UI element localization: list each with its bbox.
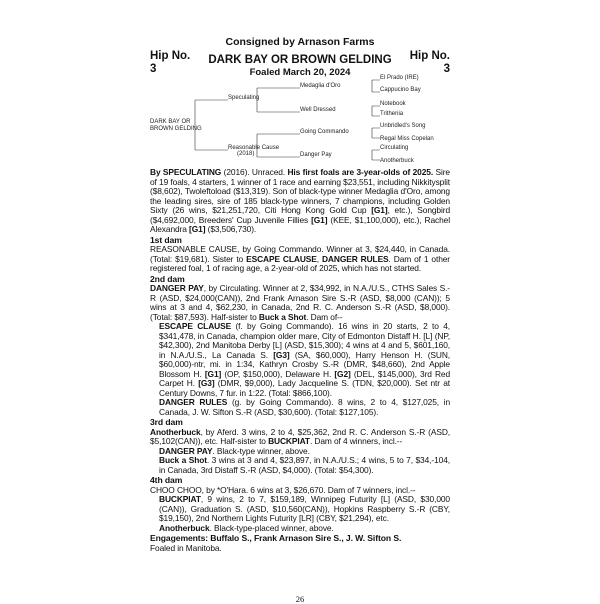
- horse-name: DANGER RULES: [159, 397, 228, 407]
- produce-text: (DEL, $145,000), 3rd Red Carpet H.: [159, 368, 451, 388]
- grade-badge: [G1]: [371, 205, 388, 215]
- pedigree-dam-dam: Danger Pay: [300, 152, 332, 158]
- horse-name: Buck a Shot: [159, 455, 207, 465]
- foaled-date: Foaled March 20, 2024: [249, 67, 351, 78]
- horse-title: DARK BAY OR BROWN GELDING: [208, 54, 392, 66]
- foaled-in: Foaled in Manitoba.: [150, 542, 222, 553]
- produce-buckpiat: [150, 495, 450, 524]
- grade-badge: [G1]: [311, 214, 328, 225]
- produce-text: (SA, $60,000), Harry Henson H. (SUN, $60,000)-ntr, mi. in 1:34, Kathryn Crosby S.-R (DMR, $48,660), 2nd Apple Blossom H.: [159, 349, 451, 379]
- horse-name: ESCAPE CLAUSE: [159, 321, 232, 331]
- dam-text: , by Circulating. Winner at 2, $34,992, in N.A./U.S., CTHS Sales S.-R (ASD, $24,000(CAN)), 2nd Frank Arnason Sire S.-R (ASD, $8,000 (CAN)); 5 wins at 3 and 4, $62,230, in Canada, 2nd R. C. Anderson S.-R (ASD, $8,000). (Total: $87,593). Half-sister to: [150, 283, 450, 322]
- produce-text: (OP, $150,000), Delaware H.: [221, 368, 335, 379]
- sire-text: (KEE, $1,100,000), etc.), Rachel Alexandra: [150, 214, 450, 234]
- section-heading-2nd-dam: 2nd dam: [150, 273, 185, 284]
- pedigree-dam: Reasonable Cause: [228, 145, 280, 151]
- produce-text: , 9 wins, 2 to 7, $159,189, Winnipeg Futurity [L] (ASD, $30,000 (CAN)), Graduation S. (ASD, $10,560(CAN)), Hopkins Raspberry S.-R (CBY, $19,150), 2nd Northern Lights Futurity [LR] (CBY, $21,294), etc.: [159, 494, 450, 523]
- sire-text: , etc.), Songbird ($4,692,000, Breeders' Cup Juvenile Fillies: [150, 205, 451, 225]
- produce-text: (f. by Going Commando). 16 wins in 20 starts, 2 to 4, $341,478, in Canada, champion older mare, City of Edmonton Distaff H. [L] (NP, $42,300), 2nd Manitoba Derby [L] (ASD, $15,300); 4 wins at 4 and 5, $601,160, in N.A./U.S., La Canada S.: [159, 321, 450, 360]
- consignor-line: Consigned by Arnason Farms: [225, 36, 375, 48]
- sire-text: Sire of 19 foals, 4 starters, 1 winner of 1 race and earning $23,551, including Nikkitysplit ($8,602), Twoleftoload ($13,319). Son of black-type winner Medaglia d'Oro, among the leading sires, sire of 185 black-type winners, 7 champions, including Golden Sixty (26 wins, $21,251,720, Citi Hong Kong Gold Cup: [150, 167, 450, 215]
- pedigree-sire: Speculating: [228, 95, 260, 101]
- catalog-body: [150, 168, 450, 553]
- produce-text: (g. by Going Commando). 8 wins, 2 to 4, $127,025, in Canada, J. W. Sifton S.-R (ASD, $30,600). (Total: $127,105).: [159, 397, 451, 417]
- dam-text: REASONABLE CAUSE, by Going Commando. Winner at 3, $24,440, in Canada. (Total: $19,681). Sister to: [150, 244, 450, 264]
- pedigree-ancestor: Anotherbuck: [380, 158, 414, 164]
- pedigree-ancestor: Cappucino Bay: [380, 87, 421, 93]
- sire-paragraph: [150, 168, 450, 235]
- horse-name: Anotherbuck: [159, 522, 210, 533]
- section-heading-1st-dam: 1st dam: [150, 234, 182, 245]
- produce-anotherbuck: [150, 524, 450, 534]
- pedigree-dam-year: (2018): [237, 151, 255, 157]
- pedigree-ancestor: Unbridled's Song: [380, 123, 426, 129]
- horse-name: Buck a Shot: [258, 311, 307, 322]
- horse-name: BUCKPIAT: [268, 436, 310, 446]
- produce-danger-rules: [150, 398, 450, 417]
- sire-text: ($3,506,730).: [205, 224, 257, 234]
- second-dam-paragraph: [150, 284, 450, 322]
- first-foals-note: His first foals are 3-year-olds of 2025.: [287, 167, 434, 177]
- dam-text: . Dam of 1 other registered foal, 1 of racing age, a 2-year-old of 2025, which has not started.: [150, 253, 450, 273]
- dam-text: ,: [316, 253, 322, 264]
- produce-escape-clause: [150, 322, 450, 398]
- fourth-dam-paragraph: CHOO CHOO, by *O'Hara. 6 wins at 3, $26,670. Dam of 7 winners, incl.--: [150, 484, 416, 495]
- grade-badge: [G1]: [204, 368, 222, 379]
- grade-badge: [G1]: [189, 224, 206, 234]
- produce-text: (DMR, $9,000), Lady Jacqueline S. (TDN, $20,000). Set ntr at Century Downs, 7 fur. in 1:22. (Total: $866,100).: [159, 378, 450, 398]
- horse-name: BUCKPIAT: [159, 494, 201, 504]
- horse-name: DANGER RULES: [321, 253, 389, 264]
- horse-name: ESCAPE CLAUSE: [246, 253, 317, 264]
- pedigree-sire-sire: Medaglia d'Oro: [300, 83, 341, 89]
- grade-badge: [G3]: [198, 378, 215, 388]
- first-dam-paragraph: [150, 245, 450, 274]
- hip-label: Hip No.: [150, 50, 191, 62]
- catalog-page: [150, 36, 451, 604]
- produce-text: . Black-type winner, above.: [212, 445, 310, 456]
- hip-number: 3: [150, 63, 157, 75]
- horse-name: DANGER PAY: [159, 445, 213, 456]
- pedigree-ancestor: Regal Miss Copelan: [380, 136, 434, 142]
- by-label: By: [150, 167, 163, 177]
- pedigree-ancestor: El Prado (IRE): [380, 75, 419, 81]
- third-dam-paragraph: [150, 428, 450, 447]
- pedigree-ancestor: Notebook: [380, 101, 406, 107]
- dam-text: . Dam of 4 winners, incl.--: [309, 436, 403, 446]
- pedigree-sire-dam: Well Dressed: [300, 107, 336, 113]
- produce-text: . Black-type-placed winner, above.: [209, 522, 334, 533]
- pedigree-dam-sire: Going Commando: [300, 129, 349, 135]
- section-heading-4th-dam: 4th dam: [150, 475, 183, 485]
- page-number: 26: [295, 594, 305, 604]
- produce-buck-a-shot: [150, 456, 450, 475]
- horse-name: DANGER PAY: [150, 283, 204, 293]
- pedigree-ancestor: Circulating: [380, 145, 409, 151]
- horse-name: Anotherbuck: [150, 426, 201, 437]
- dam-text: . Dam of--: [306, 311, 343, 322]
- grade-badge: [G3]: [273, 349, 290, 360]
- produce-text: . 3 wins at 3 and 4, $23,897, in N.A./U.S.; 4 wins, 5 to 7, $34,-104, in Canada, 3rd Distaff S.-R (ASD, $4,000). (Total: $54,300).: [159, 455, 450, 475]
- pedigree-subject: DARK BAY OR: [150, 119, 191, 125]
- pedigree-ancestor: Trithenia: [380, 111, 404, 117]
- grade-badge: [G2]: [334, 368, 351, 379]
- sire-name: SPECULATING: [162, 167, 222, 177]
- pedigree-subject: BROWN GELDING: [150, 126, 202, 132]
- hip-number: 3: [443, 63, 450, 75]
- dam-text: , by Aferd. 3 wins, 2 to 4, $25,362, 2nd R. C. Anderson S.-R (ASD, $5,102(CAN)), etc. Half-sister to: [150, 426, 450, 446]
- engagements: Engagements: Buffalo S., Frank Arnason Sire S., J. W. Sifton S.: [150, 533, 402, 543]
- section-heading-3rd-dam: 3rd dam: [150, 417, 183, 427]
- sire-text: (2016). Unraced.: [221, 167, 288, 177]
- hip-label: Hip No.: [409, 50, 450, 62]
